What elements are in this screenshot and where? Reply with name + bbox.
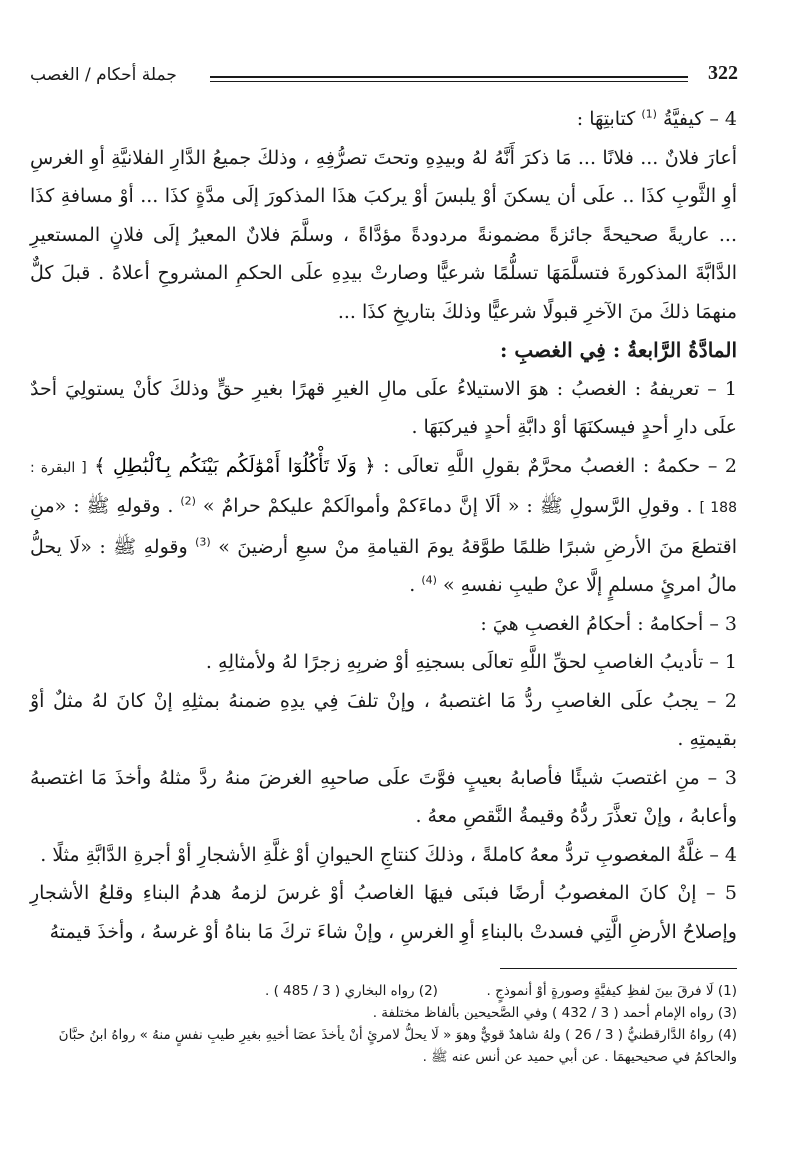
paragraph: 4 – غلَّةُ المغصوبِ تردُّ معهُ كاملةً ، وذلكَ كنتاجِ الحيوانِ أوْ غلَّةِ الأشجارِ أوْ أجرةِ الدَّابَّةِ مثلًا . xyxy=(40,843,737,866)
footnote-ref: (4) xyxy=(421,573,437,587)
paragraph: 5 – إنْ كانَ المغصوبُ أرضًا فبنَى فيهَا الغاصبُ أوْ غرسَ لزمهُ هدمُ البناءِ وقلعُ الأشجارِ وإصلاحُ الأرضِ الَّتِي فسدتْ بالبناءِ أوِ الغرسِ ، وإنْ شاءَ تركَ مَا بناهُ أوْ غرسهُ ، وأخذَ قيمتهُ xyxy=(30,882,737,943)
text-run: كتابتِهَا : xyxy=(576,108,636,130)
footnote: (2) رواه البخاري ( 3 / 485 ) . xyxy=(264,983,438,999)
header-rule xyxy=(210,76,688,78)
page-header xyxy=(30,62,737,92)
quran-verse: ﴿ وَلَا تَأْكُلُوٓا أَمْوَٰلَكُم بَيْنَكُم بِٱلْبَٰطِلِ ﴾ xyxy=(94,454,376,477)
text-run: 4 – كيفيَّةُ xyxy=(663,108,737,130)
paragraph xyxy=(30,100,737,139)
page-number: 322 xyxy=(708,62,738,84)
paragraph xyxy=(30,447,737,605)
text-run: 2 – حكمهُ : الغصبُ محرَّمٌ بقولِ اللَّهِ تعالَى : xyxy=(383,454,738,477)
footnote-ref: (1) xyxy=(641,107,657,121)
footnote-separator xyxy=(500,968,737,969)
text-run: . وقولِ الرَّسولِ ﷺ : « ألَا إنَّ دماءَكمْ وأموالَكمْ عليكمْ حرامٌ » xyxy=(202,495,693,517)
paragraph: 2 – يجبُ علَى الغاصبِ ردُّ مَا اغتصبهُ ، وإنْ تلفَ فِي يدِهِ ضمنهُ بمثلِهِ إنْ كانَ لهُ مثلٌ أوْ بقيمتِهِ . xyxy=(30,689,737,750)
paragraph: 3 – منِ اغتصبَ شيئًا فأصابهُ بعيبٍ فوَّتَ علَى صاحبِهِ الغرضَ منهُ ردَّ مثلهُ وأخذَ مَا اغتصبهُ وأعابهُ ، وإنْ تعذَّرَ ردُّهُ وقيمةُ النَّقصِ معهُ . xyxy=(30,766,737,827)
paragraph: 1 – تعريفهُ : الغصبُ : هوَ الاستيلاءُ علَى مالِ الغيرِ قهرًا بغيرِ حقٍّ وذلكَ كأنْ يستولِيَ أحدٌ علَى دارِ أحدٍ فيسكنَهَا أوْ دابَّةِ أحدٍ فيركبَهَا . xyxy=(30,377,737,438)
footnote: (4) رواهُ الدَّارقطنيُّ ( 3 / 26 ) ولهُ شاهدٌ قويٌّ وهوَ « لَا يحلُّ لامرئٍ أنْ يأخذَ عصَا أخيهِ بغيرِ طيبِ نفسٍ منهُ » رواهُ ابنُ حبَّانَ والحاكمُ في صحيحيهمَا . عن أبي حميد عن أنس عنه ﷺ . xyxy=(58,1027,737,1065)
header-rule-thin xyxy=(210,81,688,82)
running-title: جملة أحكام / الغصب xyxy=(30,65,177,85)
text-run: وقولهِ ﷺ : «لَا يحلُّ مالُ امرئٍ مسلمٍ إلَّا عنْ طيبِ نفسهِ » xyxy=(30,535,737,596)
section-heading: المادَّةُ الرَّابعةُ : فِي الغصبِ : xyxy=(500,338,737,362)
footnote: (3) رواه الإمام أحمد ( 3 / 432 ) وفي الصَّحيحين بألفاظ مختلفة . xyxy=(372,1005,737,1021)
text-run: . وقولهِ ﷺ : «منِ اقتطعَ منَ الأرضِ شبرًا ظلمًا طوَّقهُ يومَ القيامةِ منْ سبعِ أرضينَ » xyxy=(30,495,738,558)
footnote-ref: (2) xyxy=(180,494,196,508)
paragraph: أعارَ فلانٌ ... فلانًا ... مَا ذكرَ أَنَّهُ لهُ وبيدِهِ وتحتَ تصرُّفِهِ ، وذلكَ جميعُ الدَّارِ الفلانيَّةِ أوِ الغرسِ أوِ الثَّوبِ كذَا .. علَى أن يسكنَ أوْ يلبسَ أوْ يركبَ هذَا المذكورَ إلَى مدَّةٍ كذَا ... أوْ مسافةِ كذَا ... عاريةً صحيحةً جائزةً مضمونةً مردودةً مؤدَّاةً ، وسلَّمَ فلانٌ المعيرُ إلَى فلانٍ المستعيرِ الدَّابَّةَ المذكورةَ فتسلَّمَهَا تسلُّمًا شرعيًّا وصارتْ بيدِهِ علَى الحكمِ المشروحِ أعلاهُ . قبلَ كلٌّ منهمَا ذلكَ منَ الآخرِ قبولًا شرعيًّا وذلكَ بتاريخِ كذَا ... xyxy=(30,146,737,323)
verse-reference: [ البقرة : 188 ] xyxy=(30,459,737,516)
paragraph: 3 – أحكامهُ : أحكامُ الغصبِ هيَ : xyxy=(480,612,737,635)
text-run: . xyxy=(409,574,416,596)
footnote-line xyxy=(30,980,737,1002)
footnotes xyxy=(30,980,737,1068)
paragraph: 1 – تأديبُ الغاصبِ لحقِّ اللَّهِ تعالَى بسجنِهِ أوْ ضربِهِ زجرًا لهُ ولأمثالِهِ . xyxy=(205,651,737,673)
footnote: (1) لَا فرقَ بينَ لفظِ كيفيَّةٍ وصورةٍ أوْ أنموذجٍ . xyxy=(486,983,737,999)
footnote-ref: (3) xyxy=(195,535,211,549)
main-text xyxy=(30,100,737,951)
